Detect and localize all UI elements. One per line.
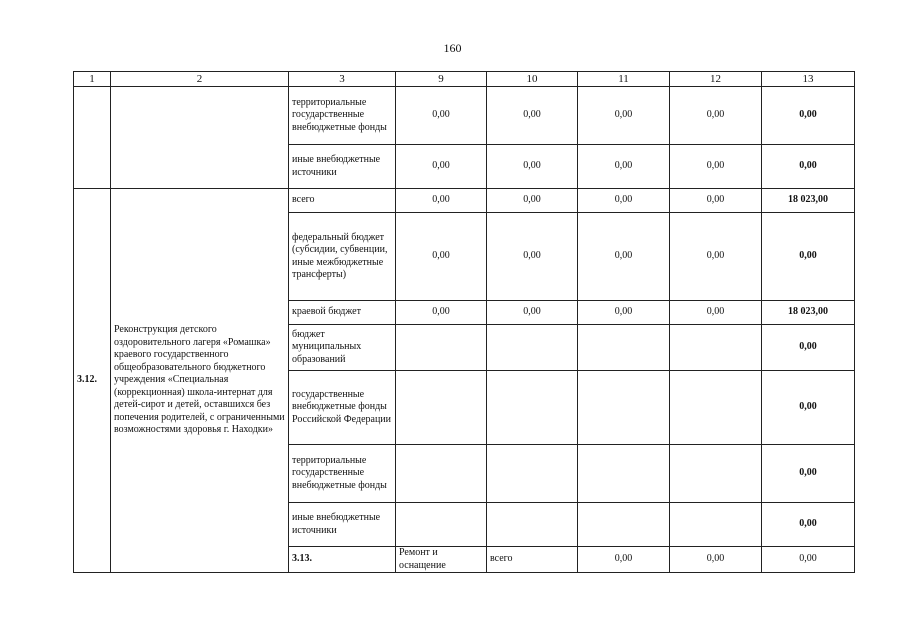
empty-cell [396,371,487,445]
header-col-13: 13 [762,72,855,87]
value-cell: 0,00 [396,213,487,301]
source-label: иные внебюджетные источники [289,145,396,189]
header-col-10: 10 [487,72,578,87]
value-cell: 0,00 [487,301,578,325]
value-cell: 0,00 [578,213,670,301]
value-cell: 0,00 [670,301,762,325]
empty-cell [670,445,762,503]
name-cell-empty [111,87,289,189]
total-cell: 18 023,00 [762,301,855,325]
empty-cell [578,445,670,503]
total-cell: 0,00 [762,213,855,301]
value-cell: 0,00 [396,145,487,189]
source-label: территориальные государственные внебюджетные фонды [289,445,396,503]
total-cell: 0,00 [762,371,855,445]
value-cell: 0,00 [578,301,670,325]
source-label: всего [289,189,396,213]
page-number: 160 [443,41,462,55]
empty-cell [487,325,578,371]
total-cell: 18 023,00 [762,189,855,213]
value-cell: 0,00 [670,87,762,145]
empty-cell [670,325,762,371]
header-col-11: 11 [578,72,670,87]
value-cell: 0,00 [487,213,578,301]
value-cell: 0,00 [487,145,578,189]
header-col-1: 1 [74,72,111,87]
empty-cell [487,371,578,445]
total-cell: 0,00 [762,445,855,503]
source-label: краевой бюджет [289,301,396,325]
item-name: Реконструкция детского оздоровительного лагеря «Ромашка» краевого государственного общеобразовательного бюджетного учреждения «Специальная (коррекционная) школа-интернат для детей-сирот и детей, оставшихся без попечения родителей, с ограниченными возможностями здоровья г. Находки» [111,189,289,573]
empty-cell [487,503,578,547]
empty-cell [396,325,487,371]
value-cell: 0,00 [670,213,762,301]
source-label: бюджет муниципальных образований [289,325,396,371]
value-cell: 0,00 [396,301,487,325]
budget-table [73,71,855,573]
value-cell: 0,00 [578,145,670,189]
empty-cell [578,503,670,547]
empty-cell [670,503,762,547]
empty-cell [487,445,578,503]
value-cell: 0,00 [578,87,670,145]
header-col-3: 3 [289,72,396,87]
table-row [74,189,855,213]
header-row [74,72,855,87]
empty-cell [578,371,670,445]
value-cell: 0,00 [487,87,578,145]
value-cell: 0,00 [396,87,487,145]
header-col-9: 9 [396,72,487,87]
header-col-12: 12 [670,72,762,87]
value-cell: 0,00 [578,547,670,573]
source-label: федеральный бюджет (субсидии, субвенции, иные межбюджетные трансферты) [289,213,396,301]
table-row [74,87,855,145]
total-cell: 0,00 [762,325,855,371]
index-cell-empty [74,87,111,189]
empty-cell [670,371,762,445]
item-name: Ремонт и оснащение [396,547,487,573]
value-cell: 0,00 [670,145,762,189]
value-cell: 0,00 [670,189,762,213]
header-col-2: 2 [111,72,289,87]
value-cell: 0,00 [487,189,578,213]
value-cell: 0,00 [396,189,487,213]
empty-cell [578,325,670,371]
item-index: 3.12. [74,189,111,573]
item-index: 3.13. [289,547,396,573]
value-cell: 0,00 [762,547,855,573]
value-cell: 0,00 [578,189,670,213]
total-cell: 0,00 [762,87,855,145]
source-label: всего [487,547,578,573]
source-label: территориальные государственные внебюджетные фонды [289,87,396,145]
empty-cell [396,445,487,503]
value-cell: 0,00 [670,547,762,573]
empty-cell [396,503,487,547]
total-cell: 0,00 [762,145,855,189]
source-label: государственные внебюджетные фонды Российской Федерации [289,371,396,445]
source-label: иные внебюджетные источники [289,503,396,547]
total-cell: 0,00 [762,503,855,547]
